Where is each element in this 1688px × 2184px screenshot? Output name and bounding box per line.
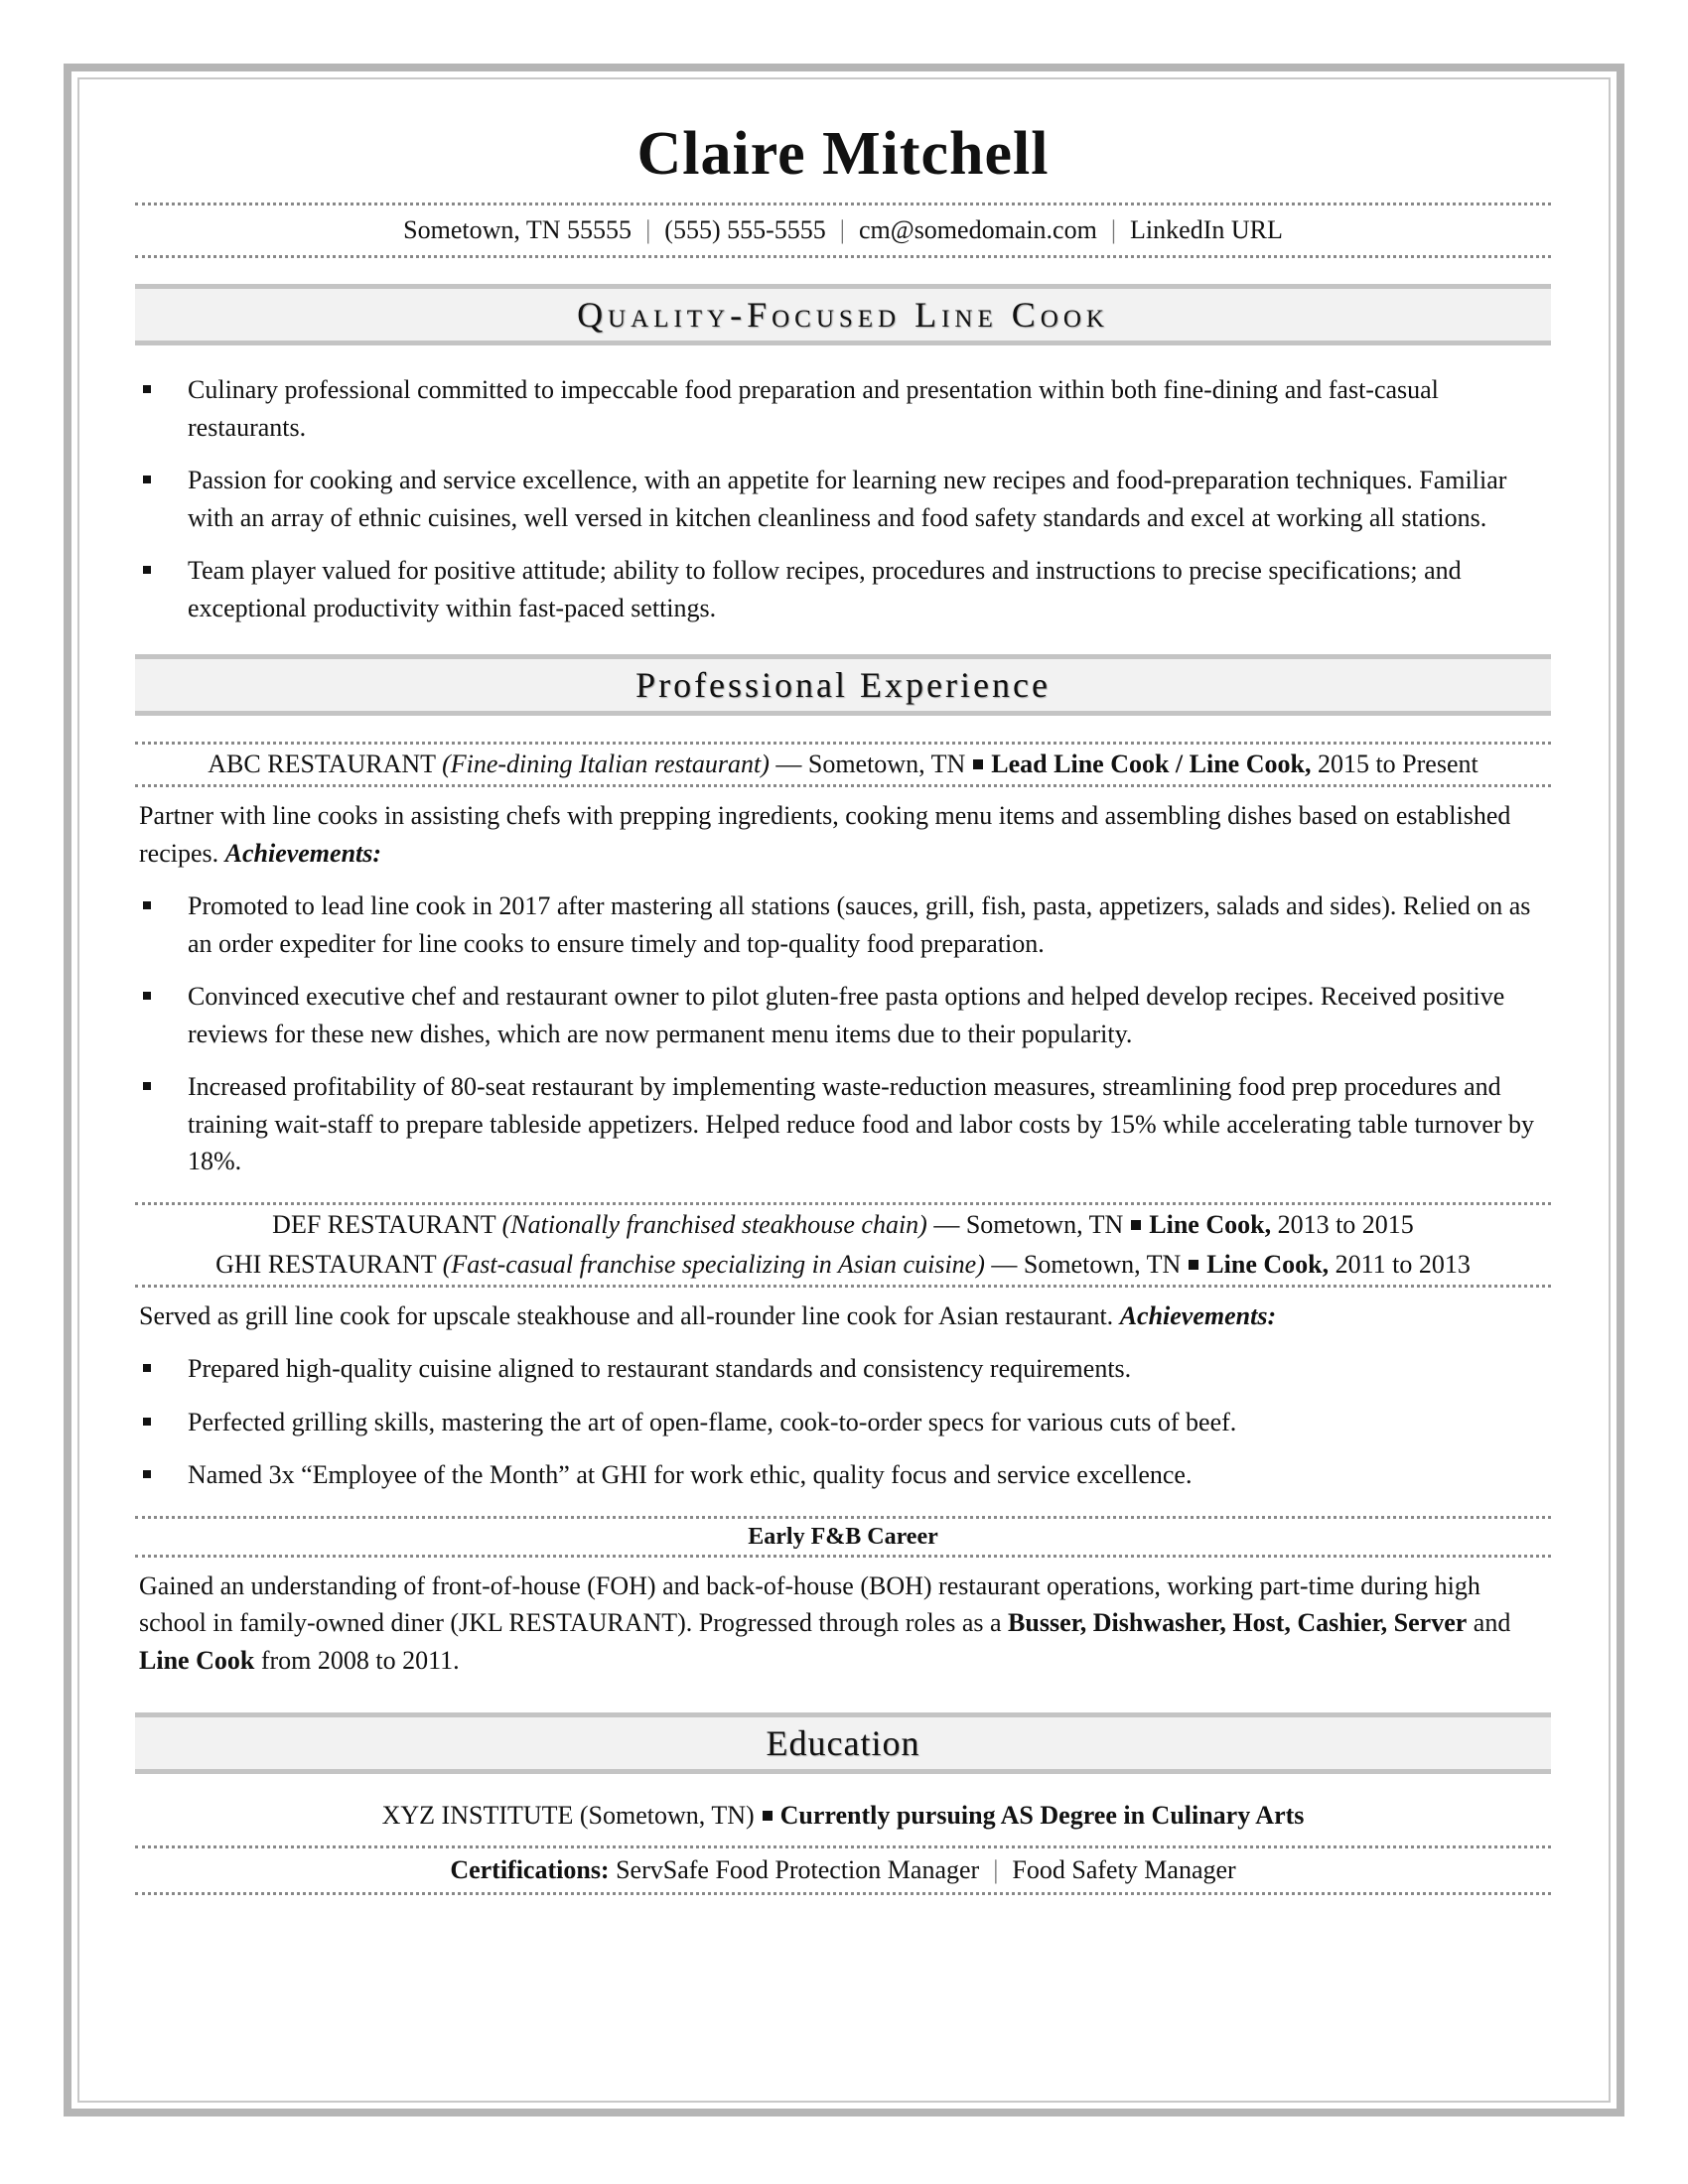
- bullet-text: Promoted to lead line cook in 2017 after mastering all stations (sauces, grill, fish, pasta, appetizers, salads and sides). Relied on as an order expediter for line cooks to ensure timely and top-quality food preparation.: [188, 891, 1531, 958]
- bullet-icon: [143, 1418, 151, 1426]
- list-item: [135, 887, 1551, 962]
- degree: Currently pursuing AS Degree in Culinary Arts: [779, 1801, 1305, 1830]
- bullet-icon: [143, 901, 151, 909]
- bullet-icon: [143, 992, 151, 1000]
- job-summary: [139, 797, 1551, 872]
- early-career-text: [139, 1568, 1551, 1680]
- candidate-name: Claire Mitchell: [636, 120, 1050, 188]
- employer-description: (Fast-casual franchise specializing in Asian cuisine): [442, 1249, 985, 1279]
- bullet-text: Named 3x “Employee of the Month” at GHI for work ethic, quality focus and service excellence.: [188, 1460, 1193, 1489]
- separator: |: [993, 1855, 999, 1884]
- employer-description: (Nationally franchised steakhouse chain): [501, 1209, 927, 1239]
- achievements-label: Achievements:: [1119, 1300, 1277, 1330]
- certification: ServSafe Food Protection Manager: [616, 1855, 980, 1884]
- education-entry: [135, 1794, 1551, 1838]
- bullet-text: Increased profitability of 80-seat restaurant by implementing waste-reduction measures, streamlining food prep procedures and training wait-staff to prepare tableside appetizers. Helped reduce food and labor costs by 15% while accelerating table turnover by 18%.: [188, 1072, 1535, 1175]
- job-header-def: [135, 1205, 1551, 1245]
- abc-achievements: [135, 887, 1551, 1180]
- bullet-text: Prepared high-quality cuisine aligned to restaurant standards and consistency requirements.: [188, 1354, 1132, 1383]
- list-item: [135, 1456, 1551, 1494]
- square-bullet-icon: [973, 759, 983, 769]
- bullet-icon: [143, 1082, 151, 1090]
- divider: [135, 1892, 1551, 1895]
- divider: [135, 1285, 1551, 1288]
- role: Line Cook,: [1149, 1209, 1272, 1239]
- dates: 2015 to Present: [1317, 750, 1478, 778]
- dates: 2011 to 2013: [1335, 1249, 1471, 1279]
- bullet-text: Perfected grilling skills, mastering the art of open-flame, cook-to-order specs for various cuts of beef.: [188, 1407, 1237, 1436]
- section-heading-experience: Professional Experience: [135, 654, 1551, 716]
- bullet-text: Culinary professional committed to impeccable food preparation and presentation within both fine-dining and fast-casual restaurants.: [188, 375, 1439, 442]
- list-item: [135, 371, 1551, 446]
- divider: [135, 784, 1551, 787]
- role: Line Cook: [139, 1645, 255, 1675]
- early-career-heading: Early F&B Career: [748, 1523, 938, 1550]
- list-item: [135, 1350, 1551, 1388]
- contact-linkedin[interactable]: LinkedIn URL: [1130, 215, 1283, 244]
- employer: DEF RESTAURANT: [272, 1209, 496, 1239]
- location: — Sometown, TN: [775, 750, 966, 778]
- separator: |: [839, 215, 845, 244]
- bullet-text: Convinced executive chef and restaurant owner to pilot gluten-free pasta options and helped develop recipes. Received positive reviews for these new dishes, which are now permanent menu items due to their popularity.: [188, 982, 1505, 1048]
- contact-email[interactable]: cm@somedomain.com: [858, 215, 1097, 244]
- location: — Sometown, TN: [933, 1209, 1124, 1239]
- certifications-label: Certifications:: [450, 1855, 610, 1884]
- list-item: [135, 462, 1551, 536]
- job-header-ghi: [135, 1245, 1551, 1285]
- resume: [135, 119, 1551, 1895]
- section-heading-summary: Quality-Focused Line Cook: [135, 284, 1551, 345]
- separator: |: [1110, 215, 1117, 244]
- bullet-text: Passion for cooking and service excellence, with an appetite for learning new recipes and food-preparation techniques. Familiar with an array of ethnic cuisines, well versed in kitchen cleanliness and food safety standards and excel at working all stations.: [188, 466, 1507, 532]
- contact-phone: (555) 555-5555: [664, 215, 826, 244]
- divider: [135, 1555, 1551, 1558]
- summary-list: [135, 371, 1551, 626]
- summary-text: Partner with line cooks in assisting chefs with prepping ingredients, cooking menu items and assembling dishes based on established recipes.: [139, 801, 1511, 868]
- certifications: [135, 1848, 1551, 1892]
- square-bullet-icon: [763, 1811, 773, 1821]
- section-heading-education: Education: [135, 1712, 1551, 1774]
- certification: Food Safety Manager: [1012, 1855, 1236, 1884]
- list-item: [135, 978, 1551, 1052]
- role: Lead Line Cook / Line Cook,: [991, 750, 1312, 778]
- bullet-icon: [143, 1364, 151, 1372]
- separator: |: [645, 215, 651, 244]
- employer: ABC RESTAURANT: [208, 750, 436, 778]
- achievements-label: Achievements:: [224, 838, 382, 868]
- employer-description: (Fine-dining Italian restaurant): [442, 750, 770, 778]
- text: Gained an understanding of front-of-house (FOH) and back-of-house (BOH) restaurant operations, working part-time during high school in family-owned diner (JKL RESTAURANT). Progressed through roles as a: [139, 1570, 1480, 1637]
- contact-address: Sometown, TN 55555: [403, 215, 633, 244]
- role: Line Cook,: [1206, 1249, 1330, 1279]
- def-ghi-achievements: [135, 1350, 1551, 1494]
- bullet-icon: [143, 385, 151, 393]
- list-item: [135, 552, 1551, 626]
- employer: GHI RESTAURANT: [215, 1249, 437, 1279]
- text: from 2008 to 2011.: [254, 1645, 460, 1675]
- square-bullet-icon: [1189, 1260, 1198, 1270]
- dates: 2013 to 2015: [1277, 1209, 1414, 1239]
- list-item: [135, 1068, 1551, 1180]
- bullet-icon: [143, 476, 151, 483]
- square-bullet-icon: [1131, 1220, 1141, 1230]
- bullet-icon: [143, 1470, 151, 1478]
- bullet-icon: [143, 566, 151, 574]
- contact-line: [135, 205, 1551, 255]
- school: XYZ INSTITUTE (Sometown, TN): [381, 1801, 755, 1830]
- summary-text: Served as grill line cook for upscale steakhouse and all-rounder line cook for Asian restaurant.: [139, 1300, 1114, 1330]
- bullet-text: Team player valued for positive attitude; ability to follow recipes, procedures and instructions to precise specifications; and exceptional productivity within fast-paced settings.: [188, 556, 1462, 622]
- job-summary: [139, 1297, 1551, 1335]
- list-item: [135, 1404, 1551, 1441]
- roles: Busser, Dishwasher, Host, Cashier, Server: [1008, 1608, 1468, 1637]
- job-header-abc: [135, 745, 1551, 784]
- text: and: [1467, 1608, 1511, 1637]
- location: — Sometown, TN: [991, 1249, 1182, 1279]
- divider: [135, 255, 1551, 258]
